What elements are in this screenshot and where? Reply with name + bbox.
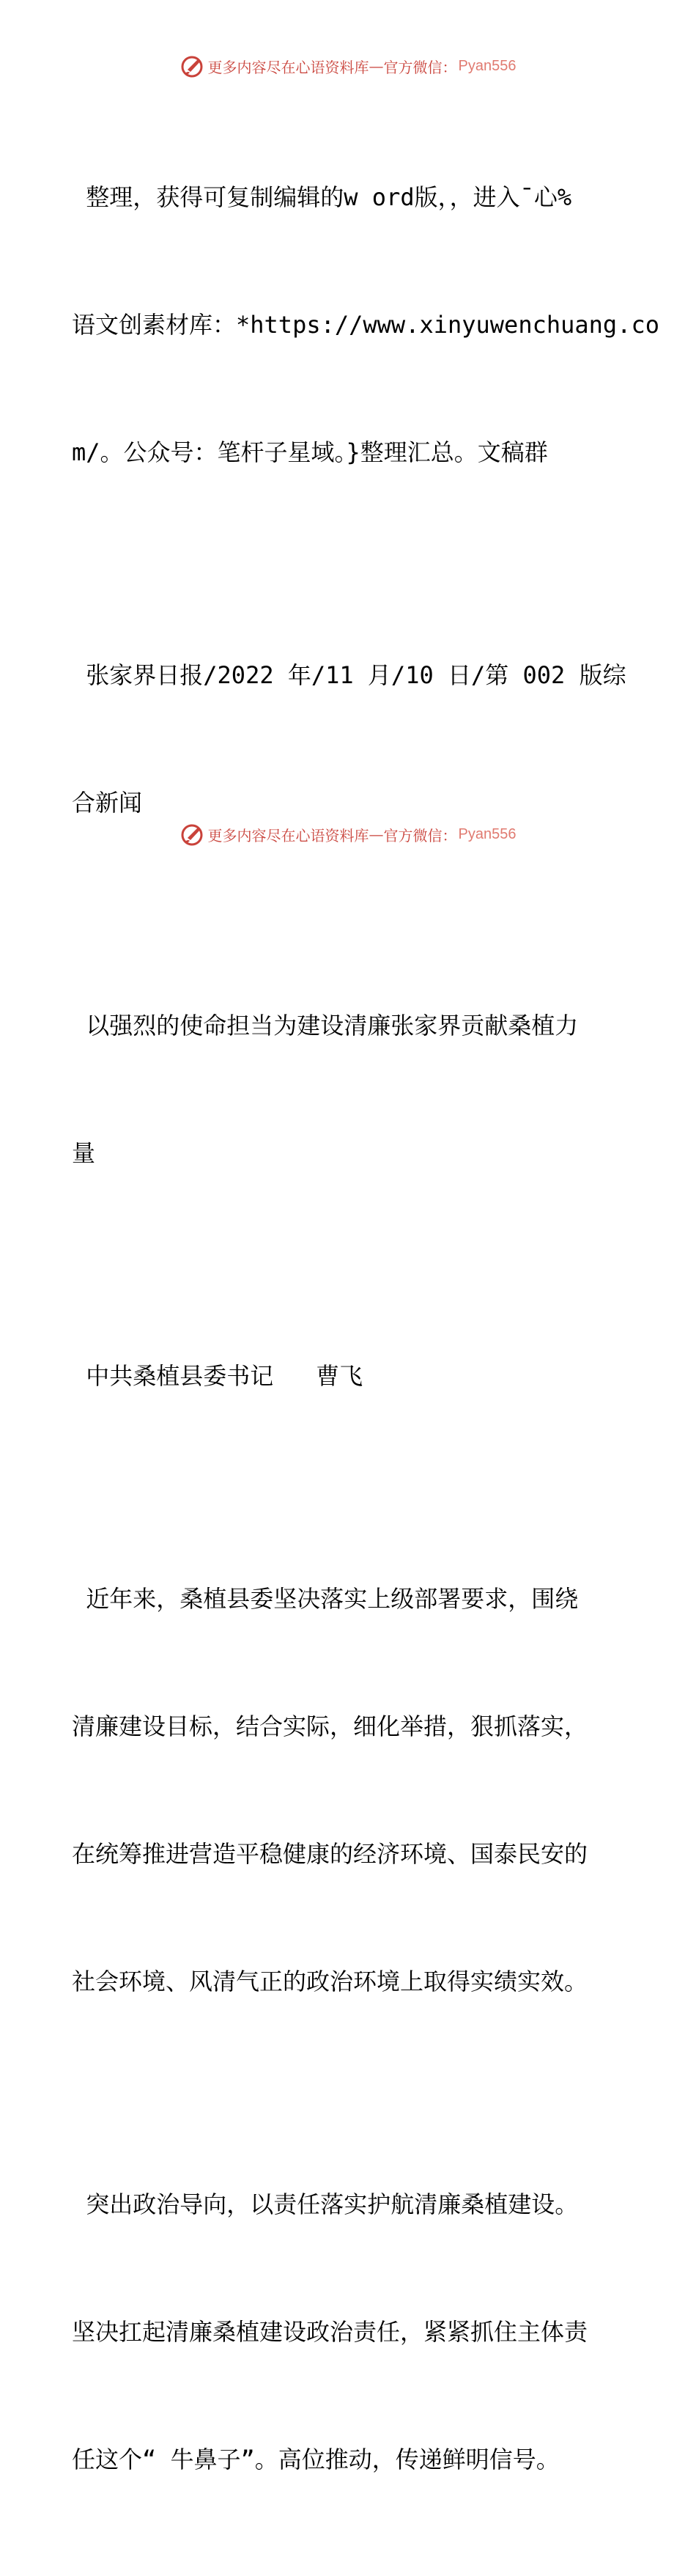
text-line: 整理，获得可复制编辑的w ord版，，进入¯心% bbox=[72, 183, 572, 211]
watermark-text bbox=[208, 56, 517, 77]
text-line: 语文创素材库：*https://www.xinyuwenchuang.co bbox=[72, 311, 659, 339]
watermark-dash: — bbox=[369, 57, 384, 75]
text-line: 清廉建设目标，结合实际，细化举措，狠抓落实， bbox=[72, 1712, 588, 1740]
paragraph-author bbox=[72, 1270, 629, 1482]
text-line: 以强烈的使命担当为建设清廉张家界贡献桑植力 bbox=[72, 1012, 579, 1039]
text-line: 任这个“ 牛鼻子”。高位推动，传递鲜明信号。 bbox=[72, 2446, 560, 2473]
watermark-main: 更多内容尽在心语资料库 bbox=[207, 826, 369, 844]
paragraph-title bbox=[72, 919, 629, 1259]
watermark-id: Pyan556 bbox=[458, 57, 517, 74]
text-line: m/。公众号：笔杆子星域。}整理汇总。文稿群 bbox=[72, 438, 548, 466]
document-body bbox=[72, 91, 659, 2576]
watermark-dash: — bbox=[369, 825, 384, 843]
paragraph-intro bbox=[72, 91, 659, 559]
watermark-header bbox=[0, 51, 696, 81]
text-line: 社会环境、风清气正的政治环境上取得实绩实效。 bbox=[72, 1968, 588, 1995]
watermark-label: 官方微信： bbox=[383, 58, 457, 76]
brush-logo-icon bbox=[180, 54, 205, 78]
watermark-footer bbox=[0, 820, 696, 849]
watermark-text bbox=[208, 824, 517, 845]
text-line: 坚决扛起清廉桑植建设政治责任，紧紧抓住主体责 bbox=[72, 2318, 588, 2346]
watermark-main: 更多内容尽在心语资料库 bbox=[207, 58, 369, 76]
paragraph-body-1 bbox=[72, 1493, 629, 2088]
text-line: 张家界日报/2022 年/11 月/10 日/第 002 版综 bbox=[72, 661, 626, 689]
text-line: 量 bbox=[72, 1139, 96, 1167]
paragraph-body-2 bbox=[72, 2098, 629, 2566]
watermark-id: Pyan556 bbox=[458, 825, 517, 842]
watermark-label: 官方微信： bbox=[383, 826, 457, 844]
brush-logo-icon bbox=[180, 822, 205, 847]
text-line: 合新闻 bbox=[72, 789, 143, 817]
text-line: 中共桑植县委书记 曹飞 bbox=[72, 1362, 363, 1390]
paragraph-source bbox=[72, 569, 629, 909]
text-line: 突出政治导向，以责任落实护航清廉桑植建设。 bbox=[72, 2190, 579, 2218]
text-line: 近年来，桑植县委坚决落实上级部署要求，围绕 bbox=[72, 1585, 579, 1613]
text-line: 在统筹推进营造平稳健康的经济环境、国泰民安的 bbox=[72, 1840, 588, 1868]
